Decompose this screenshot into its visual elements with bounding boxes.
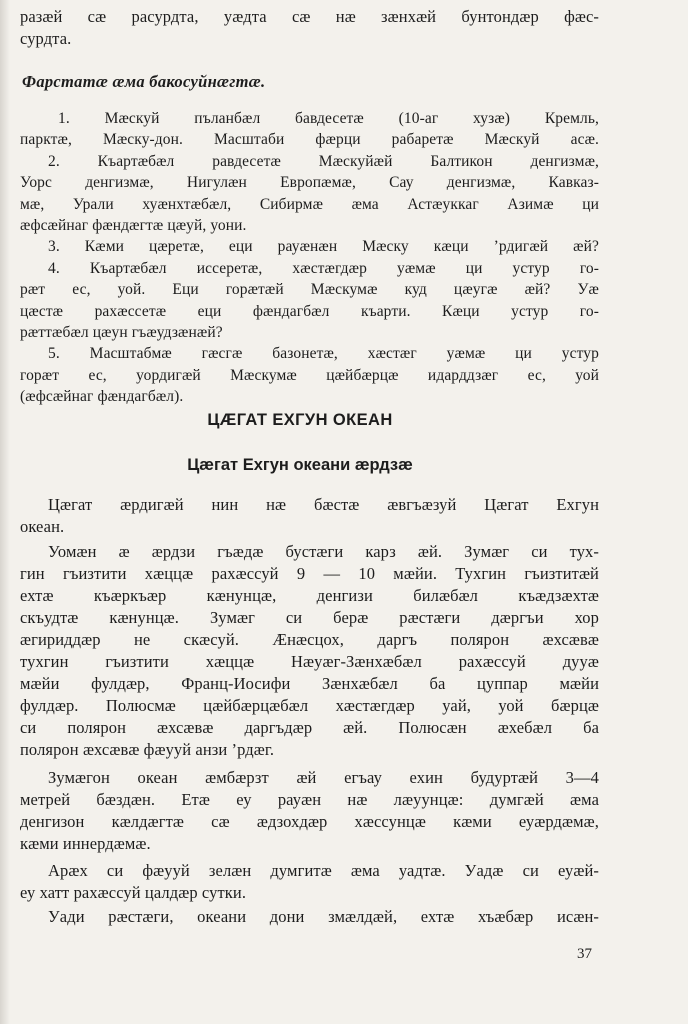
exercise-line: 3. Кæми цæретæ, еци рауæнæн Мæску кæци ’рдигæй æй? [48,238,599,256]
exercise-line: рæттæбæл цæун гъæудзæнæй? [20,323,223,341]
text-line: скъудтæ кæнунцæ. Зумæг си берæ рæстæги дæргъи хор [20,608,599,627]
exercise-line: 4. Къартæбæл иссеретæ, хæстæгдæр уæмæ ци устур го- [48,259,599,277]
exercise-line: рæт ес, уой. Еци горæтæй Мæскумæ куд цæугæ æй? Уæ [20,281,599,299]
exercise-line: парктæ, Мæску-дон. Масштаби фæрци рабаретæ Мæскуй асæ. [20,131,599,149]
exercise-line: цæстæ рахæссетæ еци фæндагбæл къарти. Кæци устур го- [20,302,599,320]
text-line: æгириддæр не скæсуй. Æнæсцох, даргъ полярон æхсæвæ [20,630,599,649]
text-line: метрей бæздæн. Етæ еу рауæн нæ лæуунцæ: думгæй æма [20,790,599,809]
body-paragraph [20,860,599,904]
body-text [20,494,599,538]
exercises-list [20,108,599,407]
top-paragraph [20,6,599,50]
body-paragraph [20,906,599,928]
text-line: гин гъизтити хæццæ рахæссуй 9 — 10 мæйи. Тухгин гъизтитæй [20,564,599,583]
text-line: ехтæ къæркъæр кæнунцæ, денгизи билæбæл къæдзæхтæ [20,586,599,605]
exercises-heading: Фарстатæ æма бакосуйнæгтæ. [22,72,266,91]
exercise-line: (æфсæйнаг фæндагбæл). [20,388,184,406]
text-line: еу хатт рахæссуй цалдæр сутки. [20,883,247,902]
text-line: разæй сæ расурдта, уæдта сæ нæ зæнхæй бунтондæр фæс- [20,7,599,26]
text-line: Уади рæстæги, океани дони змæлдæй, ехтæ хъæбæр исæн- [48,907,599,926]
page-number: 37 [577,946,592,962]
body-paragraph [20,541,599,761]
text-line: тухгин гъизтити хæццæ Нæуæг-Зæнхæбæл рахæссуй дууæ [20,652,599,671]
exercise-line: æфсæйнаг фæндæгтæ цæуй, уони. [20,216,247,234]
exercise-line: Уорс денгизмæ, Нигулæн Европæмæ, Сау денгизмæ, Кавказ- [20,174,599,192]
text-line: Цæгат æрдигæй нин нæ бæстæ æвгъæзуй Цæгат Ехгун [48,495,599,514]
exercise-line: мæ, Урали хуæнхтæбæл, Сибирмæ æма Астæуккаг Азимæ ци [20,195,599,213]
body-paragraph [20,767,599,855]
text-line: сурдта. [20,29,72,48]
text-line: си полярон æхсæвæ даргъдæр æй. Полюсæн æхебæл ба [20,718,599,737]
exercise-line: 2. Къартæбæл равдесетæ Мæскуйæй Балтикон денгизмæ, [48,152,599,170]
text-line: кæми иннердæмæ. [20,834,151,853]
text-line: полярон æхсæвæ фæууй анзи ’рдæг. [20,740,275,759]
text-line: фулдæр. Полюсмæ цæйбæрцæбæл хæстæгдæр уай, уой бæрцæ [20,696,599,715]
text-line: Арæх си фæууй зелæн думгитæ æма уадтæ. Уадæ си еуæй- [48,861,599,880]
text-line: Уомæн æ æрдзи гъæдæ бустæги карз æй. Зумæг си тух- [48,542,599,561]
chapter-title: ЦÆГАТ ЕХГУН ОКЕАН [207,411,393,429]
text-line: мæйи фулдæр, Франц-Иосифи Зæнхæбæл ба цуппар мæйи [20,674,599,693]
section-title: Цæгат Ехгун океани æрдзæ [187,456,413,474]
text-line: Зумæгон океан æмбæрзт æй егъау ехин будуртæй 3—4 [48,768,599,787]
exercise-line: горæт ес, уордигæй Мæскумæ цæйбæрцæ идарддзæг ес, уой [20,366,599,384]
text-line: денгизон кæлдæгтæ сæ æдзохдæр хæссунцæ кæми еуæрдæмæ, [20,812,599,831]
exercise-line: 5. Масштабмæ гæсгæ базонетæ, хæстæг уæмæ ци устур [48,345,599,363]
text-line: океан. [20,517,65,536]
exercise-line: 1. Мæскуй пъланбæл бавдесетæ (10-аг хузæ) Кремль, [58,110,599,127]
